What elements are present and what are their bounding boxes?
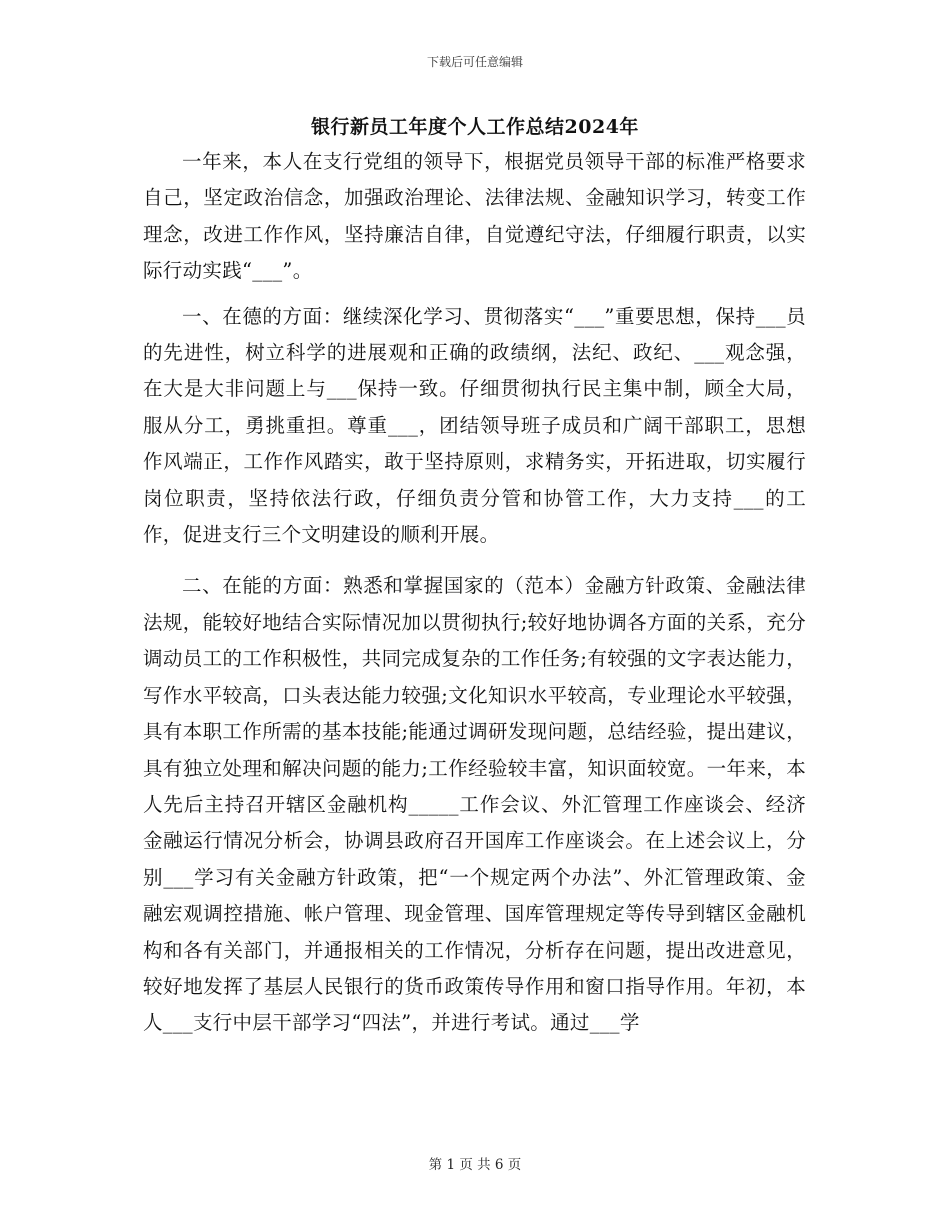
paragraph-ability: 二、在能的方面：熟悉和掌握国家的（范本）金融方针政策、金融法律法规，能较好地结合实际情况加以贯彻执行;较好地协调各方面的关系，充分调动员工的工作积极性，共同完成复杂的工作任务;有较强的文字表达能力，写作水平较高，口头表达能力较强;文化知识水平较高，专业理论水平较强，具有本职工作所需的基本技能;能通过调研发现问题，总结经验，提出建议，具有独立处理和解决问题的能力;工作经验较丰富，知识面较宽。一年来，本人先后主持召开辖区金融机构_____工作会议、外汇管理工作座谈会、经济金融运行情况分析会，协调县政府召开国库工作座谈会。在上述会议上，分别___学习有关金融方针政策，把“一个规定两个办法”、外汇管理政策、金融宏观调控措施、帐户管理、现金管理、国库管理规定等传导到辖区金融机构和各有关部门，并通报相关的工作情况，分析存在问题，提出改进意见，较好地发挥了基层人民银行的货币政策传导作用和窗口指导作用。年初，本人___支行中层干部学习“四法”，并进行考试。通过___学 xyxy=(143,574,806,1035)
document-title: 银行新员工年度个人工作总结2024年 xyxy=(311,116,639,138)
document-body xyxy=(143,144,806,1057)
page-number: 第 1 页 共 6 页 xyxy=(428,1157,522,1173)
paragraph-intro: 一年来，本人在支行党组的领导下，根据党员领导干部的标准严格要求自己，坚定政治信念，加强政治理论、法律法规、金融知识学习，转变工作理念，改进工作作风，坚持廉洁自律，自觉遵纪守法，仔细履行职责，以实际行动实践“___”。 xyxy=(143,150,806,283)
paragraph-morality: 一、在德的方面：继续深化学习、贯彻落实“___”重要思想，保持___员的先进性，树立科学的进展观和正确的政绩纲，法纪、政纪、___观念强，在大是大非问题上与___保持一致。仔细贯彻执行民主集中制，顾全大局，服从分工，勇挑重担。尊重___，团结领导班子成员和广阔干部职工，思想作风端正，工作作风踏实，敢于坚持原则，求精务实，开拓进取，切实履行岗位职责，坚持依法行政，仔细负责分管和协管工作，大力支持___的工作，促进支行三个文明建设的顺利开展。 xyxy=(143,304,806,547)
header-note: 下载后可任意编辑 xyxy=(426,55,523,69)
